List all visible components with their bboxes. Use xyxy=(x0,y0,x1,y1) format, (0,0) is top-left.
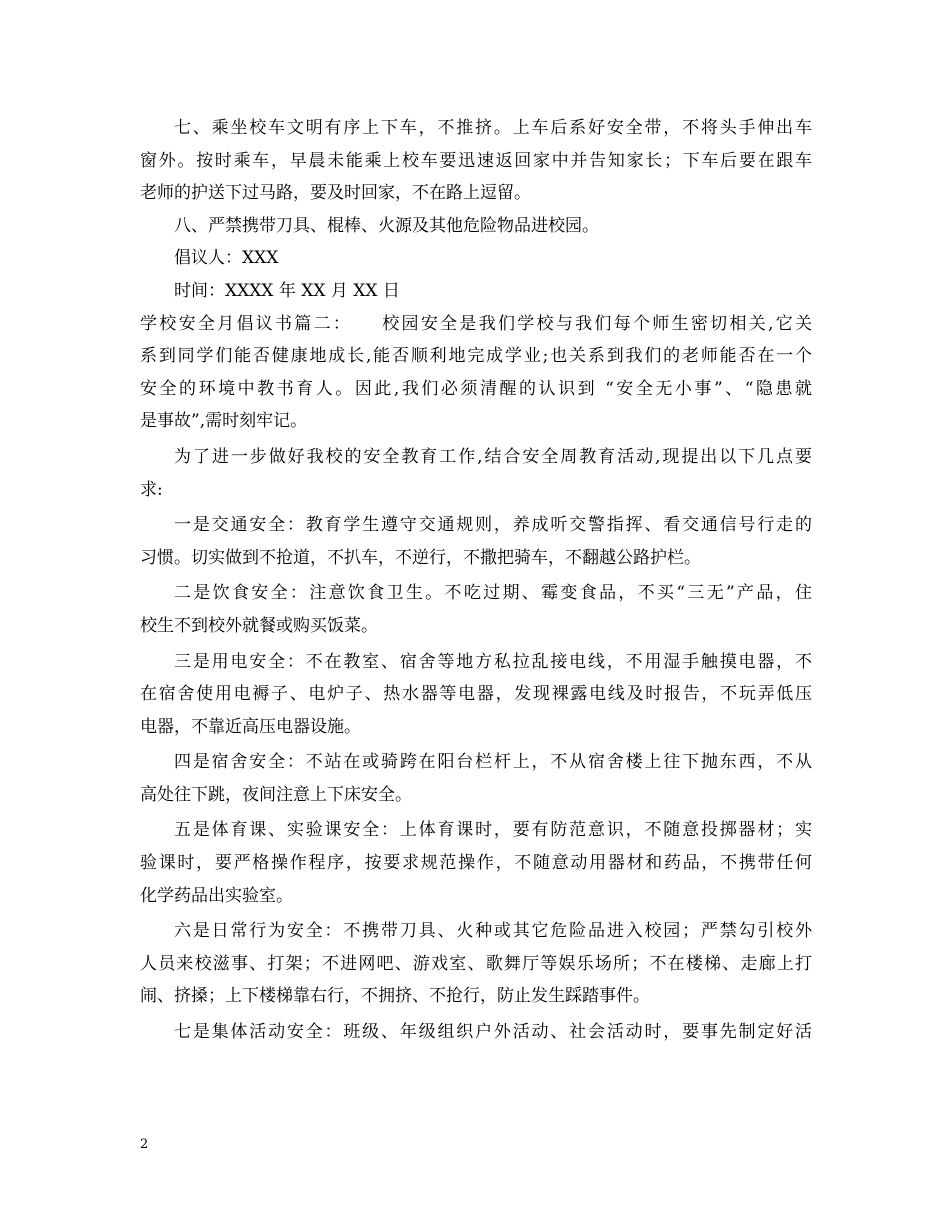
text-line: 三是用电安全：不在教室、宿舍等地方私拉乱接电线，不用湿手触摸电器，不 xyxy=(174,651,812,672)
traffic-safety-paragraph xyxy=(140,509,812,574)
text-line: 人员来校滋事、打架；不进网吧、游戏室、歌舞厅等娱乐场所；不在楼梯、走廊上打 xyxy=(140,953,812,974)
text-line: 倡议人：XXX xyxy=(174,248,279,269)
paragraph-7 xyxy=(140,112,812,210)
text-line: 求: xyxy=(140,479,163,500)
text-line: 电器，不靠近高压电器设施。 xyxy=(140,716,361,737)
dorm-safety-paragraph xyxy=(140,746,812,811)
proposer-line xyxy=(140,242,812,275)
electricity-safety-paragraph xyxy=(140,646,812,744)
text-line: 验课时，要严格操作程序，按要求规范操作，不随意动用器材和药品，不携带任何 xyxy=(140,853,812,874)
text-line: 高处往下跳，夜间注意上下床安全。 xyxy=(140,784,412,805)
text-line: 六是日常行为安全：不携带刀具、火种或其它危险品进入校园；严禁勾引校外 xyxy=(174,921,812,942)
text-line: 五是体育课、实验课安全：上体育课时，要有防范意识，不随意投掷器材；实 xyxy=(174,820,812,841)
requirements-intro xyxy=(140,441,812,506)
text-line: 安全的环境中教书育人。因此,我们必须清醒的认识到 “安全无小事”、“隐患就 xyxy=(140,378,812,399)
text-line: 在宿舍使用电褥子、电炉子、热水器等电器，发现裸露电线及时报告，不玩弄低压 xyxy=(140,684,812,705)
part-two-intro xyxy=(140,308,812,438)
daily-behavior-safety-paragraph xyxy=(140,915,812,1013)
text-line: 学校安全月倡议书篇二： 校园安全是我们学校与我们每个师生密切相关,它关 xyxy=(140,313,812,334)
text-line: 校生不到校外就餐或购买饭菜。 xyxy=(140,615,378,636)
group-activity-safety-paragraph xyxy=(140,1016,812,1049)
paragraph-8 xyxy=(140,210,812,243)
pe-lab-safety-paragraph xyxy=(140,814,812,912)
text-line: 窗外。按时乘车，早晨未能乘上校车要迅速返回家中并告知家长；下车后要在跟车 xyxy=(140,150,812,171)
date-line xyxy=(140,275,812,308)
food-safety-paragraph xyxy=(140,577,812,642)
text-line: 是事故”,需时刻牢记。 xyxy=(140,411,308,432)
page-number: 2 xyxy=(140,1137,149,1152)
text-line: 七是集体活动安全：班级、年级组织户外活动、社会活动时，要事先制定好活 xyxy=(174,1022,812,1043)
text-line: 七、乘坐校车文明有序上下车，不推挤。上车后系好安全带，不将头手伸出车 xyxy=(174,118,812,138)
text-line: 习惯。切实做到不抢道，不扒车，不逆行，不撒把骑车，不翻越公路护栏。 xyxy=(140,547,701,568)
text-line: 时间：XXXX 年 XX 月 XX 日 xyxy=(174,280,400,301)
text-line: 二是饮食安全：注意饮食卫生。不吃过期、霉变食品，不买“三无”产品，住 xyxy=(174,583,812,604)
text-line: 化学药品出实验室。 xyxy=(140,885,293,906)
text-line: 为了进一步做好我校的安全教育工作,结合安全周教育活动,现提出以下几点要 xyxy=(174,446,812,467)
text-line: 八、严禁携带刀具、棍棒、火源及其他危险物品进校园。 xyxy=(174,215,599,236)
text-line: 系到同学们能否健康地成长,能否顺利地完成学业;也关系到我们的老师能否在一个 xyxy=(140,346,812,367)
text-line: 闹、挤搡；上下楼梯靠右行，不拥挤、不抢行，防止发生踩踏事件。 xyxy=(140,986,650,1007)
document-body xyxy=(140,112,812,1049)
text-line: 一是交通安全：教育学生遵守交通规则，养成听交警指挥、看交通信号行走的 xyxy=(174,515,812,536)
text-line: 老师的护送下过马路，要及时回家，不在路上逗留。 xyxy=(140,183,531,204)
text-line: 四是宿舍安全：不站在或骑跨在阳台栏杆上，不从宿舍楼上往下抛东西，不从 xyxy=(174,752,812,773)
